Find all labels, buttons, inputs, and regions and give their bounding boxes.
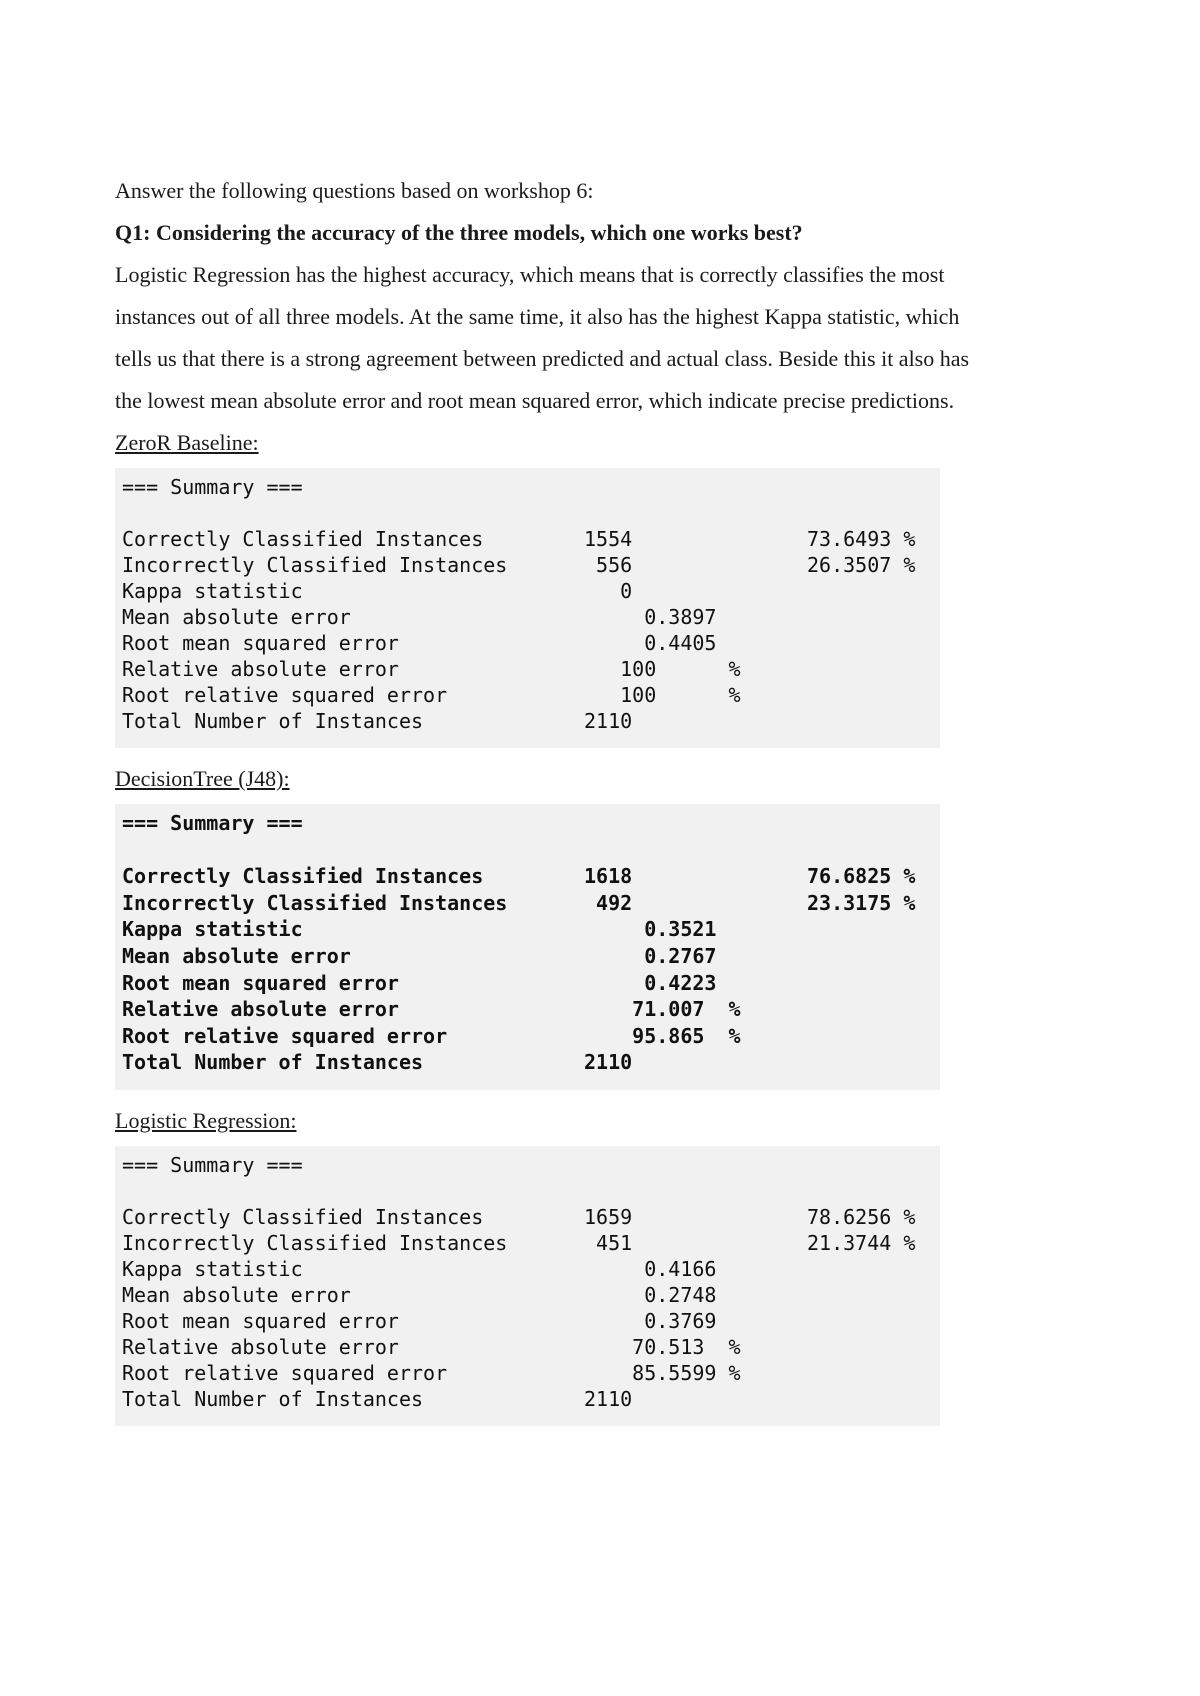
summary-row: Relative absolute error 71.007 % [122, 997, 741, 1022]
summary-row: Relative absolute error 100 % [122, 657, 741, 681]
summary-row: Mean absolute error 0.2767 [122, 943, 717, 968]
summary-row: Root relative squared error 85.5599 % [122, 1360, 741, 1385]
section-label-logistic: Logistic Regression: [115, 1107, 297, 1133]
summary-row: Kappa statistic 0 [122, 579, 633, 603]
summary-row: Incorrectly Classified Instances 492 23.3175 % [122, 890, 916, 915]
summary-row: Root mean squared error 0.4405 [122, 631, 717, 655]
answer-line-3: tells us that there is a strong agreement between predicted and actual class. Beside this it also has [115, 346, 970, 371]
summary-header: === Summary === [122, 475, 303, 499]
summary-row: Root mean squared error 0.3769 [122, 1308, 717, 1333]
question-q1: Q1: Considering the accuracy of the three models, which one works best? [115, 220, 803, 245]
summary-row: Kappa statistic 0.4166 [122, 1256, 717, 1281]
summary-row: Correctly Classified Instances 1618 76.6825 % [122, 864, 916, 889]
summary-row: Kappa statistic 0.3521 [122, 917, 717, 942]
section-label-zeror: ZeroR Baseline: [115, 430, 259, 455]
answer-line-4: the lowest mean absolute error and root mean squared error, which indicate precise predictions. [115, 388, 955, 413]
summary-row: Root relative squared error 95.865 % [122, 1023, 741, 1048]
intro-text: Answer the following questions based on workshop 6: [115, 178, 594, 203]
summary-row: Root relative squared error 100 % [122, 683, 741, 707]
summary-row: Incorrectly Classified Instances 556 26.3507 % [122, 553, 916, 577]
document-page [115, 170, 1075, 1436]
summary-row: Root mean squared error 0.4223 [122, 970, 717, 995]
summary-row: Correctly Classified Instances 1554 73.6493 % [122, 527, 916, 551]
summary-block-j48 [115, 804, 940, 1090]
summary-row: Total Number of Instances 2110 [122, 1386, 633, 1411]
summary-header: === Summary === [122, 1152, 303, 1177]
answer-line-1: Logistic Regression has the highest accuracy, which means that is correctly classifies the most [115, 262, 945, 287]
summary-row: Correctly Classified Instances 1659 78.6256 % [122, 1204, 916, 1229]
summary-row: Total Number of Instances 2110 [122, 709, 633, 733]
summary-row: Mean absolute error 0.2748 [122, 1282, 717, 1307]
answer-line-2: instances out of all three models. At the same time, it also has the highest Kappa statistic, which [115, 304, 960, 329]
summary-row: Mean absolute error 0.3897 [122, 605, 717, 629]
summary-block-zeror [115, 468, 940, 748]
summary-row: Total Number of Instances 2110 [122, 1050, 633, 1075]
section-label-j48: DecisionTree (J48): [115, 766, 290, 791]
summary-row: Relative absolute error 70.513 % [122, 1334, 741, 1359]
summary-row: Incorrectly Classified Instances 451 21.3744 % [122, 1230, 916, 1255]
summary-header: === Summary === [122, 811, 303, 835]
summary-block-logistic [115, 1146, 940, 1426]
